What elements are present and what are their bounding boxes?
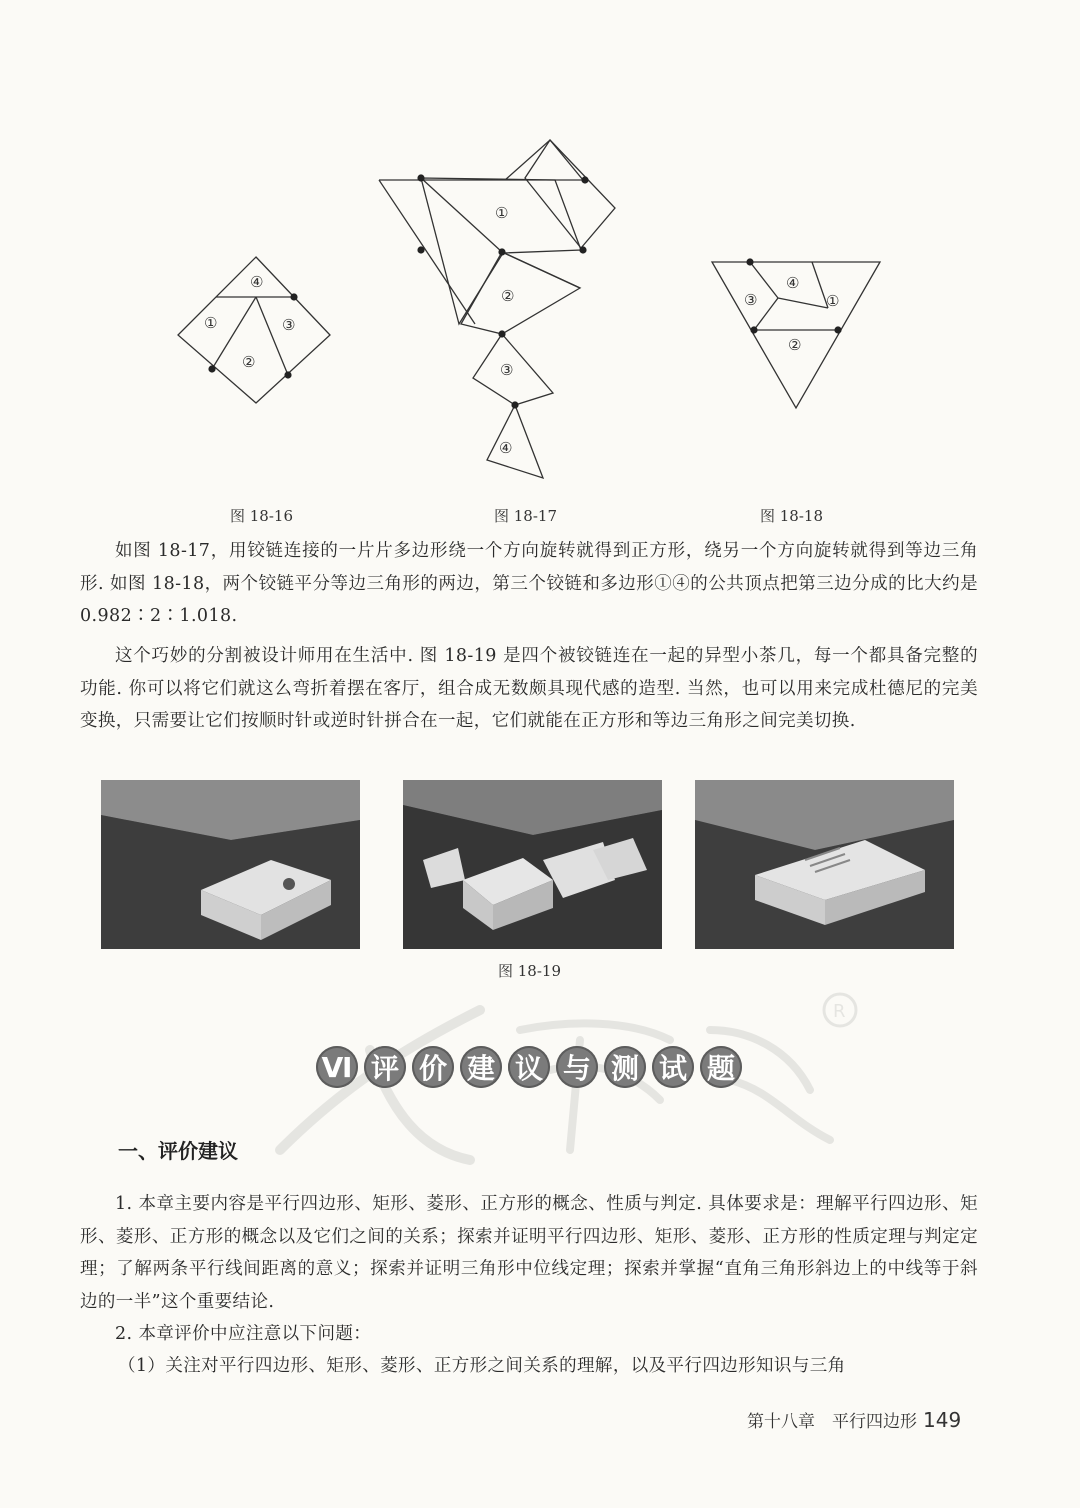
piece-label: ④ [786,274,800,292]
paragraph: 这个巧妙的分割被设计师用在生活中. 图 18-19 是四个被铰链连在一起的异型小茶几，每一个都具备完整的功能. 你可以将它们就这么弯折着摆在客厅，组合成无数颇具现代感的造型. 当然，也可以用来完成杜德尼的完美变换，只需要让它们按顺时针或逆时针拼合在一起，它们就能在正方形和等边三角形之间完美切换. [80,646,978,731]
figure-18-16 [170,255,340,415]
paragraph: 1. 本章主要内容是平行四边形、矩形、菱形、正方形的概念、性质与判定. 具体要求是：理解平行四边形、矩形、菱形、正方形的概念以及它们之间的关系；探索并证明平行四边形、矩形、菱形、正方形的性质定理与判定定理；了解两条平行线间距离的意义；探索并证明三角形中位线定理；探索并掌握“直角三角形斜边上的中线等于斜边的一半”这个重要结论. [80,1194,978,1312]
page-number: 149 [923,1408,962,1432]
piece-label: ① [826,292,840,310]
section-char: 评 [364,1046,406,1088]
piece-label: ③ [500,361,514,379]
section-char: 建 [460,1046,502,1088]
piece-label: ③ [282,316,296,334]
photo-triangle-table [695,780,954,949]
chapter-title: 第十八章 平行四边形 [747,1412,917,1432]
section-char: 题 [700,1046,742,1088]
section-number: Ⅵ [316,1046,358,1088]
svg-text:R: R [833,1001,846,1022]
figure-18-17 [375,138,635,488]
piece-label: ② [242,353,256,371]
section-char: 价 [412,1046,454,1088]
section-char: 试 [652,1046,694,1088]
figure-caption: 图 18-18 [760,507,824,525]
section-char: 议 [508,1046,550,1088]
paragraph: （1）关注对平行四边形、矩形、菱形、正方形之间关系的理解，以及平行四边形知识与三角 [118,1356,846,1376]
photo-square-table [101,780,360,949]
figure-caption: 图 18-16 [230,507,294,525]
page-footer [747,1407,961,1432]
figure-caption: 图 18-19 [498,962,562,980]
section-char: 测 [604,1046,646,1088]
piece-label: ② [788,336,802,354]
figure-18-18 [708,258,884,414]
figure-caption: 图 18-17 [494,507,558,525]
piece-label: ④ [499,439,513,457]
paragraph: 如图 18-17，用铰链连接的一片片多边形绕一个方向旋转就得到正方形，绕另一个方向旋转就得到等边三角形. 如图 18-18，两个铰链平分等边三角形的两边，第三个铰链和多边形①④的公共顶点把第三边分成的比大约是 0.982∶2∶1.018. [80,541,978,626]
section-title-banner [316,1040,746,1096]
section-char: 与 [556,1046,598,1088]
photo-folded-tables [403,780,662,949]
subsection-heading: 一、评价建议 [118,1139,238,1163]
piece-label: ① [204,314,218,332]
paragraph: 2. 本章评价中应注意以下问题： [115,1324,372,1344]
piece-label: ① [495,204,509,222]
piece-label: ② [501,287,515,305]
piece-label: ③ [744,291,758,309]
piece-label: ④ [250,273,264,291]
